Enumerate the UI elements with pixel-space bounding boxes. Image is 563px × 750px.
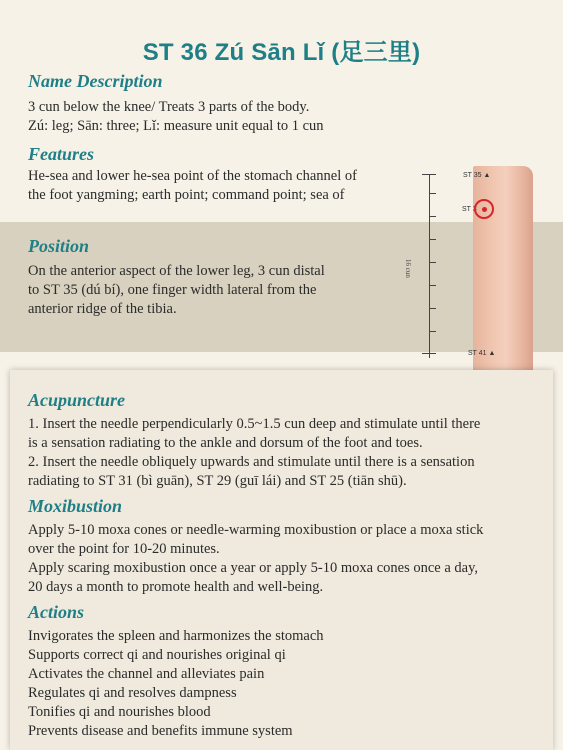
actions-heading: Actions [28, 602, 85, 622]
cun-ruler [404, 166, 444, 362]
point-label-st41: ST 41 ▲ [468, 350, 496, 357]
acupoint-dot-icon [482, 207, 487, 212]
text-line: 3 cun below the knee/ Treats 3 parts of the body. [28, 99, 310, 115]
point-label-st36: ST 3 [462, 206, 477, 213]
text-line: Zú: leg; Sān: three; Lǐ: measure unit equal to 1 cun [28, 118, 324, 134]
list-item: Tonifies qi and nourishes blood [28, 704, 211, 720]
moxibustion-heading: Moxibustion [28, 496, 123, 516]
list-item: Invigorates the spleen and harmonizes the stomach [28, 628, 324, 644]
text-line: Apply 5-10 moxa cones or needle-warming moxibustion or place a moxa stick [28, 522, 484, 538]
list-item: Activates the channel and alleviates pain [28, 666, 265, 682]
list-item: Supports correct qi and nourishes original qi [28, 647, 286, 663]
list-item: Prevents disease and benefits immune system [28, 723, 293, 739]
text-line: to ST 35 (dú bí), one finger width lateral from the [28, 282, 317, 298]
text-line: radiating to ST 31 (bì guān), ST 29 (guī lái) and ST 25 (tiān shū). [28, 473, 407, 489]
text-line: the foot yangming; earth point; command point; sea of [28, 187, 345, 203]
text-line: On the anterior aspect of the lower leg, 3 cun distal [28, 263, 325, 279]
position-heading: Position [28, 236, 90, 256]
text-line: 20 days a month to promote health and well-being. [28, 579, 324, 595]
name-description-text [28, 98, 324, 136]
page-title: ST 36 Zú Sān Lǐ (足三里) [142, 39, 421, 66]
text-line: 2. Insert the needle obliquely upwards and stimulate until there is a sensation [28, 454, 475, 470]
position-text [28, 262, 325, 319]
list-item: Regulates qi and resolves dampness [28, 685, 237, 701]
text-line: is a sensation radiating to the ankle and dorsum of the foot and toes. [28, 435, 423, 451]
text-line: 1. Insert the needle perpendicularly 0.5~1.5 cun deep and stimulate until there [28, 416, 481, 432]
text-line: over the point for 10-20 minutes. [28, 541, 220, 557]
text-line: anterior ridge of the tibia. [28, 301, 177, 317]
acupuncture-text [28, 415, 553, 491]
point-label-st35: ST 35 ▲ [463, 172, 491, 179]
features-text [28, 167, 413, 205]
text-line: He-sea and lower he-sea point of the stomach channel of [28, 168, 357, 184]
name-description-heading: Name Description [28, 71, 163, 91]
acupuncture-heading: Acupuncture [28, 390, 126, 410]
features-heading: Features [28, 144, 95, 164]
ruler-unit-label: 16 cun [404, 259, 412, 278]
actions-list [28, 627, 324, 740]
moxibustion-text [28, 521, 553, 597]
text-line: Apply scaring moxibustion once a year or apply 5-10 moxa cones once a day, [28, 560, 479, 576]
